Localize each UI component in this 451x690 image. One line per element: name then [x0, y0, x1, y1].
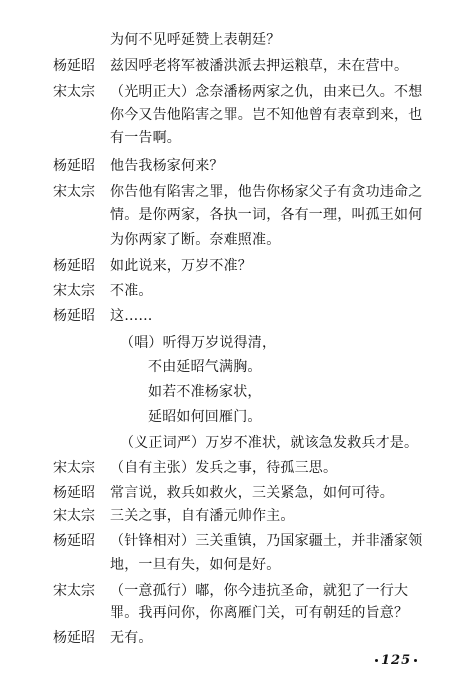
sung-verse: （唱）听得万岁说得清，: [120, 335, 277, 351]
dialogue: （自有主张）发兵之事，待孤三思。: [110, 460, 338, 476]
dialogue: 三关之事，自有潘元帅作主。: [110, 508, 295, 524]
speaker: 杨延昭: [53, 58, 95, 74]
page-number-text: 125: [381, 653, 412, 668]
speaker: 杨延昭: [53, 630, 95, 646]
dialogue: 情。是你两家，各执一词，各有一理，叫孤王如何: [110, 207, 423, 223]
dialogue: 地，一旦有失，如何是好。: [110, 557, 281, 573]
dialogue: 为你两家了断。奈难照准。: [110, 232, 281, 248]
dialogue: 无有。: [110, 630, 153, 646]
speaker: 杨延昭: [53, 158, 95, 174]
speaker: 宋太宗: [53, 508, 95, 524]
dialogue: 罪。我再问你，你离雁门关，可有朝廷的旨意？: [110, 605, 409, 621]
dialogue: 不准。: [110, 283, 153, 299]
dialogue: 你告他有陷害之罪，他告你杨家父子有贪功违命之: [110, 184, 423, 200]
dialogue: 常言说，救兵如救火，三关紧急，如何可待。: [110, 485, 394, 501]
dialogue: （针锋相对）三关重镇，乃国家疆土，并非潘家领: [110, 533, 423, 549]
dialogue: 他告我杨家何来？: [110, 158, 224, 174]
dialogue: （光明正大）念奈潘杨两家之仇，由来已久。不想: [110, 84, 423, 100]
speaker: 宋太宗: [53, 583, 95, 599]
speaker: 杨延昭: [53, 308, 95, 324]
page-number: [372, 653, 420, 668]
dialogue: 兹因呼老将军被潘洪派去押运粮草，未在营中。: [110, 58, 409, 74]
dialogue: （一意孤行）嘟，你今违抗圣命，就犯了一行大: [110, 583, 409, 599]
speaker: 宋太宗: [53, 84, 95, 100]
dialogue: 为何不见呼延赞上表朝廷？: [110, 32, 281, 48]
speaker: 宋太宗: [53, 460, 95, 476]
bullet-icon: [414, 659, 417, 662]
dialogue: 你今又告他陷害之罪。岂不知他曾有表章到来，也: [110, 107, 423, 123]
speaker: 杨延昭: [53, 258, 95, 274]
sung-verse: 延昭如何回雁门。: [148, 409, 262, 425]
dialogue: 有一告啊。: [110, 130, 181, 146]
sung-verse: 如若不准杨家状，: [148, 384, 262, 400]
dialogue: （义正词严）万岁不准状，就该急发救兵才是。: [120, 435, 419, 451]
bullet-icon: [375, 659, 378, 662]
dialogue: 这……: [110, 308, 153, 324]
speaker: 杨延昭: [53, 485, 95, 501]
speaker: 宋太宗: [53, 283, 95, 299]
speaker: 宋太宗: [53, 184, 95, 200]
speaker: 杨延昭: [53, 533, 95, 549]
sung-verse: 不由延昭气满胸。: [148, 359, 262, 375]
dialogue: 如此说来，万岁不准？: [110, 258, 252, 274]
